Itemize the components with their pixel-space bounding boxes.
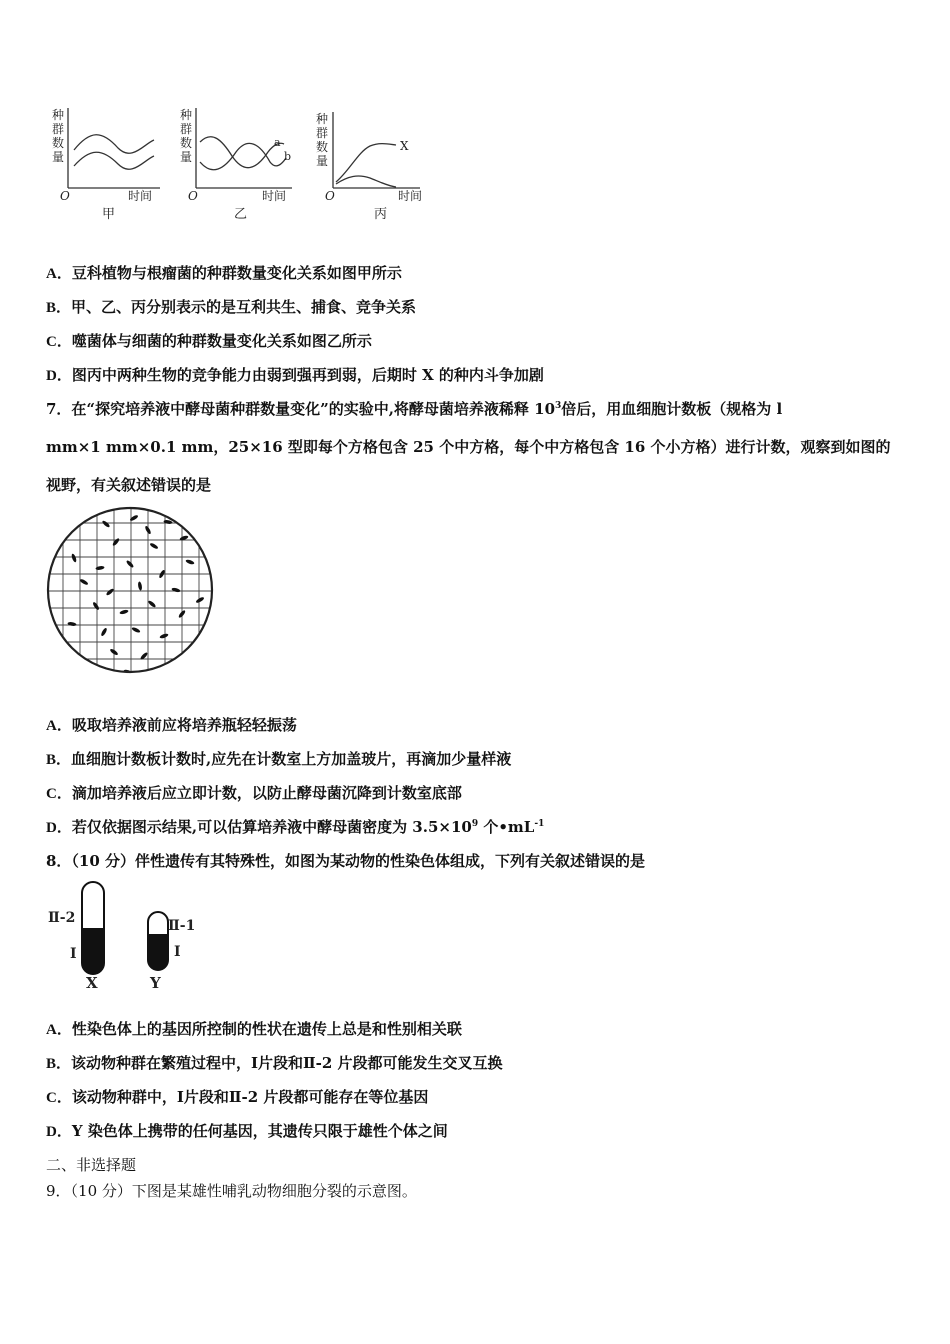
option-text: 噬菌体与细菌的种群数量变化关系如图乙所示 [71, 332, 372, 350]
yeast-cell [126, 560, 135, 569]
yeast-cell [131, 626, 141, 633]
ylabel-char: 种 [180, 108, 193, 122]
curve-upper [74, 135, 154, 154]
option-text: Y 染色体上携带的任何基因，其遗传只限于雄性个体之间 [71, 1122, 448, 1140]
q8-option-d [46, 1120, 448, 1141]
ylabel-char: 数 [180, 136, 193, 150]
yeast-cell [92, 601, 100, 610]
superscript: 9 [471, 819, 479, 829]
yeast-cell [79, 578, 89, 586]
q8-stem: 8．（10 分）伴性遗传有其特殊性，如图为某动物的性染色体组成，下列有关叙述错误的是 [46, 852, 646, 870]
option-text: 该动物种群中，Ⅰ片段和Ⅱ-2 片段都可能存在等位基因 [71, 1088, 429, 1106]
q7-option-b [46, 748, 511, 769]
ylabel-char: 群 [180, 122, 193, 136]
curve-label-a: a [274, 136, 281, 149]
ylabel-char: 种 [52, 108, 65, 122]
option-text: 图丙中两种生物的竞争能力由弱到强再到弱，后期时 X 的种内斗争加剧 [71, 366, 544, 384]
q8-option-b [46, 1052, 503, 1073]
option-text: 该动物种群在繁殖过程中，Ⅰ片段和Ⅱ-2 片段都可能发生交叉互换 [71, 1054, 503, 1072]
option-text: 个•mL [478, 818, 535, 836]
q7-option-d [46, 816, 544, 837]
option-key: D． [46, 1124, 72, 1140]
microscope-field-circle [48, 508, 212, 672]
q7-option-a [46, 714, 297, 735]
origin-label: O [325, 189, 335, 203]
option-key: B． [46, 752, 72, 768]
yeast-cell [119, 609, 129, 615]
q7-stem-line1 [46, 398, 782, 419]
ylabel-char: 群 [52, 122, 65, 136]
q7-stem-text: 7．在“探究培养液中酵母菌种群数量变化”的实验中,将酵母菌培养液稀释 10 [46, 400, 556, 418]
panel-caption: 甲 [102, 207, 116, 222]
origin-label: O [60, 189, 70, 203]
yeast-cell [112, 537, 121, 546]
y-label-top: Ⅱ-1 [168, 918, 196, 934]
yeast-cell [71, 553, 77, 563]
q7-option-c [46, 782, 462, 803]
ylabel-char: 数 [316, 140, 329, 154]
x-label-top: Ⅱ-2 [48, 910, 76, 926]
ylabel-char: 量 [316, 154, 329, 168]
y-label-bottom: I [174, 944, 181, 960]
yeast-cell [195, 596, 205, 604]
option-key: B． [46, 1056, 72, 1072]
yeast-cell [159, 633, 169, 639]
q7-stem-line2: mm×1 mm×0.1 mm，25×16 型即每个方格包含 25 个中方格，每个中方格包含 16 个小方格）进行计数，观察到如图的 [46, 438, 891, 456]
counting-grid [44, 502, 216, 678]
yeast-cell [105, 588, 114, 597]
option-key: A． [46, 266, 72, 282]
q6-option-a [46, 262, 402, 283]
curve-x [336, 144, 396, 182]
option-text: 滴加培养液后应立即计数，以防止酵母菌沉降到计数室底部 [71, 784, 462, 802]
panel-caption: 丙 [374, 207, 388, 222]
option-text: 吸取培养液前应将培养瓶轻轻振荡 [71, 716, 297, 734]
option-key: C． [46, 1090, 72, 1106]
curve-label-b: b [284, 150, 292, 163]
graph-panel-jia [52, 108, 160, 222]
yeast-cell [137, 581, 142, 590]
ylabel-char: 群 [316, 126, 329, 140]
population-graphs-figure [40, 100, 460, 230]
ylabel-char: 种 [316, 112, 329, 126]
option-key: C． [46, 334, 72, 350]
option-key: D． [46, 820, 72, 836]
xlabel: 时间 [262, 189, 287, 203]
option-key: A． [46, 718, 72, 734]
option-text: 性染色体上的基因所控制的性状在遗传上总是和性别相关联 [71, 1020, 462, 1038]
curve-label-x: X [400, 139, 409, 153]
ylabel-char: 数 [52, 136, 65, 150]
x-segment-i [82, 928, 104, 974]
option-key: C． [46, 786, 72, 802]
q7-stem-text: 倍后，用血细胞计数板（规格为 l [561, 400, 783, 418]
q6-option-c [46, 330, 372, 351]
q9-stem: 9．（10 分）下图是某雄性哺乳动物细胞分裂的示意图。 [46, 1182, 417, 1200]
yeast-cell [171, 587, 181, 593]
option-text: 豆科植物与根瘤菌的种群数量变化关系如图甲所示 [71, 264, 402, 282]
graph-panel-yi [180, 108, 292, 222]
y-segment-i [148, 934, 168, 970]
y-name: Y [150, 974, 161, 992]
curve-lower [74, 152, 154, 169]
x-name: X [86, 974, 98, 992]
q8-option-a [46, 1018, 462, 1039]
xlabel: 时间 [398, 189, 423, 203]
x-label-bottom: I [70, 946, 77, 962]
q6-option-b [46, 296, 416, 317]
option-key: A． [46, 1022, 72, 1038]
yeast-cell [185, 559, 195, 565]
yeast-cell [147, 600, 156, 609]
hemocytometer-view-figure [44, 502, 216, 678]
sex-chromosome-figure [44, 876, 214, 994]
option-key: B． [46, 300, 72, 316]
yeast-cell [149, 542, 159, 550]
ylabel-char: 量 [52, 150, 65, 164]
xlabel: 时间 [128, 189, 153, 203]
graph-panel-bing [316, 112, 422, 222]
option-text: 若仅依据图示结果,可以估算培养液中酵母菌密度为 3.5×10 [71, 818, 472, 836]
curve-other [336, 176, 396, 187]
origin-label: O [188, 189, 198, 203]
option-text: 甲、乙、丙分别表示的是互利共生、捕食、竞争关系 [71, 298, 417, 316]
q6-option-d [46, 364, 544, 385]
ylabel-char: 量 [180, 150, 193, 164]
panel-caption: 乙 [234, 207, 248, 222]
option-key: D． [46, 368, 72, 384]
yeast-cell [67, 621, 76, 626]
superscript: 3 [555, 401, 562, 411]
q7-stem-line3: 视野，有关叙述错误的是 [46, 476, 212, 494]
option-text: 血细胞计数板计数时,应先在计数室上方加盖玻片，再滴加少量样液 [71, 750, 512, 768]
q8-option-c [46, 1086, 428, 1107]
superscript: -1 [534, 819, 545, 829]
yeast-cell [101, 520, 110, 529]
section-heading: 二、非选择题 [46, 1156, 137, 1174]
yeast-cell [100, 627, 108, 637]
